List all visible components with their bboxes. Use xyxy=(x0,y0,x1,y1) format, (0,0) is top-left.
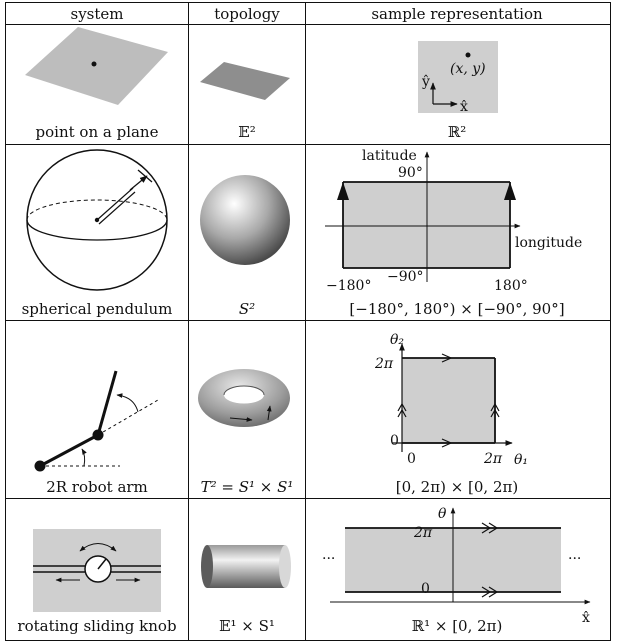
row1-topology: 𝔼² xyxy=(238,123,256,141)
strip-ellipsis-left: ... xyxy=(322,547,336,563)
header-system: system xyxy=(70,5,124,23)
lat-90-label: 90° xyxy=(398,165,423,181)
latitude-label: latitude xyxy=(362,148,417,164)
row4-representation: ℝ¹ × [0, 2π) xyxy=(411,617,503,635)
strip-zero-label: 0 xyxy=(421,581,430,597)
strip-x-label: x̂ xyxy=(582,610,590,626)
row4-topology: 𝔼¹ × S¹ xyxy=(219,617,275,635)
row1-representation: ℝ² xyxy=(447,123,467,141)
plane-point xyxy=(92,62,97,67)
strip-representation xyxy=(322,506,590,626)
robot-arm-illustration xyxy=(35,371,159,472)
zero-y-label: 0 xyxy=(390,433,399,449)
torus-square-representation xyxy=(374,332,528,468)
strip-two-pi-label: 2π xyxy=(414,525,433,541)
lon-180-label: 180° xyxy=(494,278,528,294)
two-pi-x-label: 2π xyxy=(484,451,503,467)
longitude-label: longitude xyxy=(515,235,583,251)
row2-representation: [−180°, 180°) × [−90°, 90°] xyxy=(349,300,565,318)
row3-system-caption: 2R robot arm xyxy=(46,478,148,496)
row3-representation: [0, 2π) × [0, 2π) xyxy=(395,478,519,496)
r2-point xyxy=(466,53,471,58)
euclidean-plane-icon xyxy=(200,62,290,100)
r2-representation xyxy=(418,41,498,115)
lon-neg180-label: −180° xyxy=(326,278,372,294)
row1-system-caption: point on a plane xyxy=(35,123,159,141)
theta1-label: θ₁ xyxy=(514,452,529,468)
theta2-label: θ₂ xyxy=(390,332,405,348)
row4-system-caption: rotating sliding knob xyxy=(17,617,177,635)
plane-illustration xyxy=(25,27,168,105)
header-topology: topology xyxy=(214,5,280,23)
row3-topology: T² = S¹ × S¹ xyxy=(200,478,294,496)
strip-ellipsis-right: ... xyxy=(568,547,582,563)
sliding-knob-illustration xyxy=(33,529,161,612)
s2-sphere-icon xyxy=(200,175,290,265)
pendulum-sphere xyxy=(27,150,167,290)
row2-system-caption: spherical pendulum xyxy=(21,300,173,318)
lat-neg90-label: −90° xyxy=(387,269,424,285)
strip-theta-label: θ xyxy=(438,506,447,522)
cylinder-icon xyxy=(201,545,291,588)
two-pi-y-label: 2π xyxy=(375,356,394,372)
torus-icon xyxy=(198,369,290,427)
latlong-representation xyxy=(325,148,582,294)
zero-x-label: 0 xyxy=(407,451,416,467)
row2-topology: S² xyxy=(238,300,256,318)
r2-y-label: ŷ xyxy=(422,74,430,90)
header-representation: sample representation xyxy=(371,5,543,23)
r2-point-label: (x, y) xyxy=(450,61,486,77)
r2-x-label: x̂ xyxy=(460,99,468,115)
